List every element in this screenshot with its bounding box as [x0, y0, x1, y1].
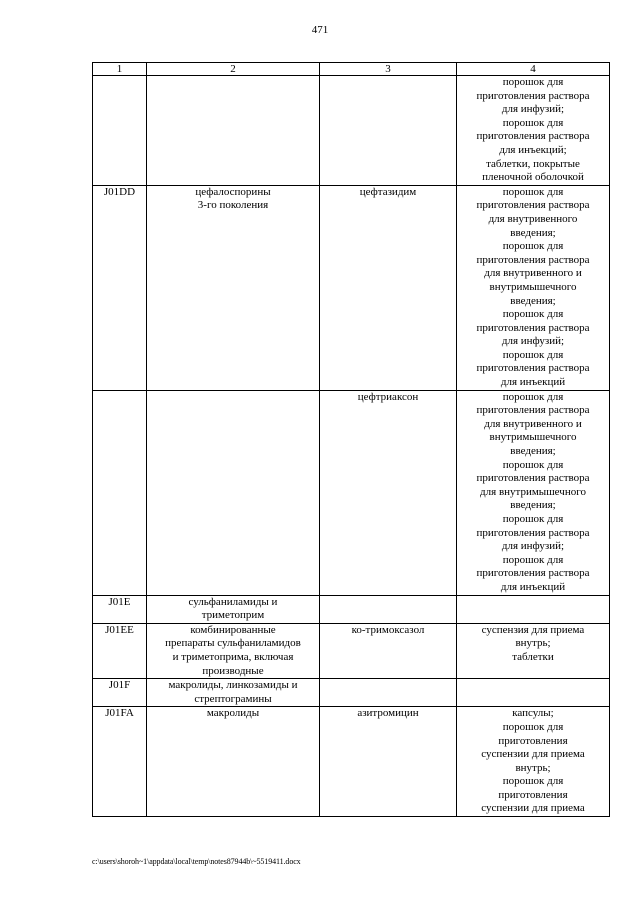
dosage-forms-cell	[457, 623, 610, 678]
group-cell	[147, 595, 320, 623]
dosage-form-line: приготовления раствора	[476, 472, 590, 485]
dosage-form-line: порошок для	[502, 553, 564, 566]
dosage-form-line: приготовления	[498, 788, 568, 801]
table-row	[93, 595, 610, 623]
dosage-form-line: приготовления раствора	[476, 526, 590, 539]
group-line: и триметоприма, включая	[172, 650, 294, 663]
atc-code-cell: J01E	[93, 595, 147, 623]
dosage-form-line: внутрь;	[515, 761, 551, 774]
dosage-form-line: приготовления раствора	[476, 89, 590, 102]
table-row	[93, 623, 610, 678]
dosage-form-line: для инъекций	[500, 580, 566, 593]
dosage-form-line: порошок для	[502, 513, 564, 525]
atc-code-cell: J01F	[93, 679, 147, 707]
dosage-form-line: введения;	[510, 445, 556, 458]
table-row	[93, 185, 610, 390]
dosage-form-line: внутримышечного	[489, 431, 577, 444]
group-cell	[147, 185, 320, 390]
group-cell	[147, 707, 320, 817]
dosage-forms-cell	[457, 595, 610, 623]
dosage-forms-cell	[457, 185, 610, 390]
dosage-form-line: порошок для	[502, 308, 564, 321]
group-line: триметоприм	[201, 609, 265, 622]
column-header: 1	[93, 63, 147, 76]
dosage-form-line: введения;	[510, 499, 556, 512]
dosage-form-line: для внутривенного и	[484, 417, 582, 430]
dosage-form-line: капсулы;	[512, 707, 554, 720]
drug-name-cell	[320, 76, 457, 186]
footer-file-path: c:\users\shoroh~1\appdata\local\temp\notes87944b\~5519411.docx	[92, 857, 301, 866]
atc-code-cell: J01EE	[93, 623, 147, 678]
dosage-form-line: для внутривенного и	[484, 267, 582, 280]
dosage-form-line: приготовления раствора	[476, 567, 590, 580]
dosage-form-line: внутрь;	[515, 637, 551, 650]
table-row	[93, 390, 610, 595]
dosage-form-line: порошок для	[502, 240, 564, 253]
dosage-form-line: порошок для	[502, 720, 564, 733]
dosage-form-line: введения;	[510, 226, 556, 239]
dosage-form-line: для инфузий;	[501, 540, 565, 553]
dosage-forms-cell	[457, 390, 610, 595]
drug-name-cell	[320, 595, 457, 623]
drug-name-cell: ко-тримоксазол	[320, 623, 457, 678]
dosage-form-line: приготовления раствора	[476, 362, 590, 375]
dosage-form-line: для внутримышечного	[480, 485, 586, 498]
dosage-form-line: приготовления раствора	[476, 253, 590, 266]
atc-code-cell	[93, 76, 147, 186]
dosage-form-line: порошок для	[502, 185, 564, 198]
dosage-form-line: порошок для	[502, 458, 564, 471]
drug-name-cell: цефтриаксон	[320, 390, 457, 595]
column-header: 2	[147, 63, 320, 76]
dosage-forms-cell	[457, 679, 610, 707]
dosage-form-line: суспензия для приема	[481, 623, 585, 636]
group-line: стрептограмины	[194, 692, 272, 705]
dosage-forms-cell	[457, 76, 610, 186]
dosage-form-line: порошок для	[502, 76, 564, 88]
atc-code-cell	[93, 390, 147, 595]
dosage-form-line: порошок для	[502, 348, 564, 361]
dosage-form-line: порошок для	[502, 775, 564, 788]
dosage-form-line: для внутривенного	[488, 212, 578, 225]
table-row	[93, 679, 610, 707]
dosage-form-line: внутримышечного	[489, 280, 577, 293]
medication-table	[92, 62, 610, 817]
page-number: 471	[311, 24, 329, 36]
column-header: 3	[320, 63, 457, 76]
table-row	[93, 707, 610, 817]
dosage-form-line: для инфузий;	[501, 335, 565, 348]
dosage-form-line: приготовления раствора	[476, 130, 590, 143]
group-cell	[147, 679, 320, 707]
dosage-form-line: суспензии для приема	[481, 802, 585, 815]
group-cell	[147, 76, 320, 186]
table-row	[93, 76, 610, 186]
dosage-form-line: приготовления раствора	[476, 321, 590, 334]
group-line: 3-го поколения	[197, 199, 269, 212]
group-cell	[147, 390, 320, 595]
dosage-form-line: для инфузий;	[501, 103, 565, 116]
drug-name-cell	[320, 679, 457, 707]
dosage-form-line: для инъекций;	[499, 143, 567, 156]
dosage-form-line: приготовления	[498, 734, 568, 747]
table-header-row	[93, 63, 610, 76]
group-line: макролиды	[206, 707, 260, 720]
dosage-forms-cell	[457, 707, 610, 817]
dosage-form-line: таблетки, покрытые	[486, 157, 580, 170]
dosage-form-line: для инъекций	[500, 376, 566, 389]
dosage-form-line: таблетки	[512, 650, 554, 663]
group-line: макролиды, линкозамиды и	[168, 679, 298, 692]
dosage-form-line: суспензии для приема	[481, 748, 585, 761]
dosage-form-line: введения;	[510, 294, 556, 307]
group-line: производные	[202, 664, 264, 677]
group-cell	[147, 623, 320, 678]
column-header: 4	[457, 63, 610, 76]
dosage-form-line: пленочной оболочкой	[482, 171, 584, 184]
group-line: препараты сульфаниламидов	[165, 637, 301, 650]
dosage-form-line: приготовления раствора	[476, 404, 590, 417]
dosage-form-line: порошок для	[502, 390, 564, 403]
group-line: комбинированные	[190, 623, 276, 636]
group-line: цефалоспорины	[195, 185, 271, 198]
drug-name-cell: азитромицин	[320, 707, 457, 817]
drug-name-cell: цефтазидим	[320, 185, 457, 390]
dosage-form-line: порошок для	[502, 116, 564, 129]
atc-code-cell: J01DD	[93, 185, 147, 390]
atc-code-cell: J01FA	[93, 707, 147, 817]
group-line: сульфаниламиды и	[188, 595, 278, 608]
dosage-form-line: приготовления раствора	[476, 199, 590, 212]
